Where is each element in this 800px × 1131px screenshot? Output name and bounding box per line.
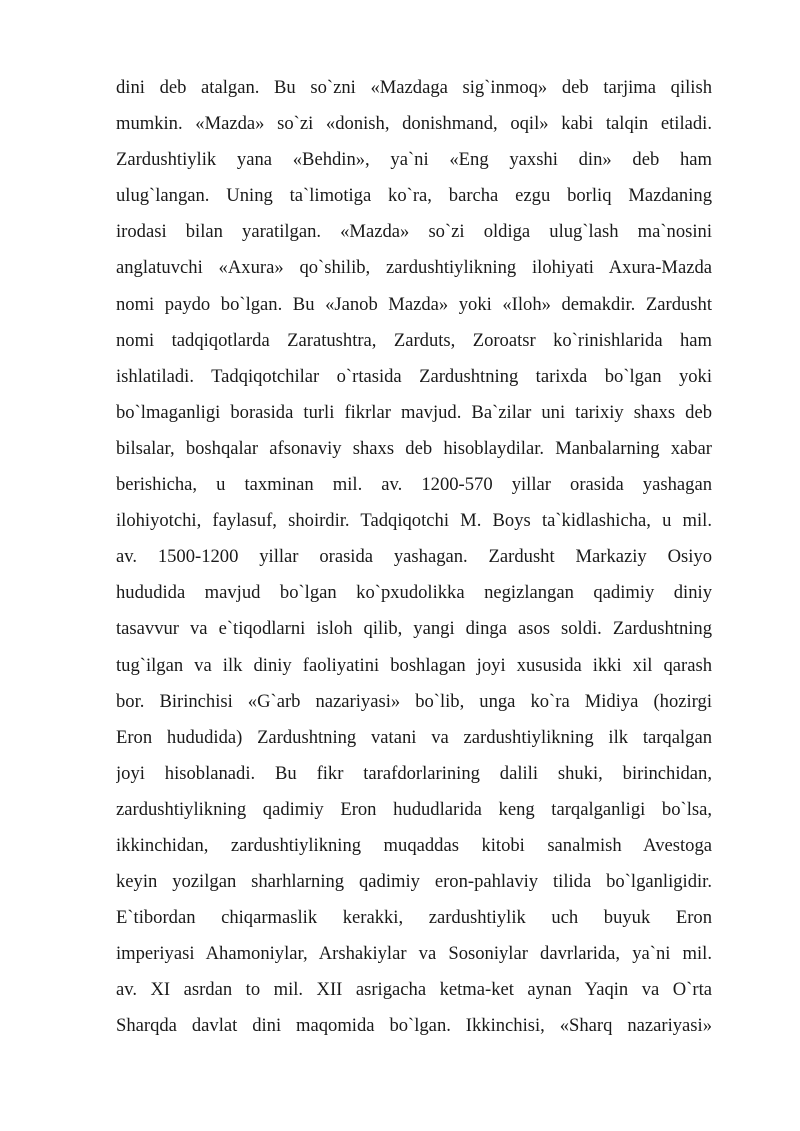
text-line: hududida mavjud bo`lgan ko`pxudolikka negizlangan qadimiy diniy bbox=[116, 582, 712, 604]
text-line: Sharqda davlat dini maqomida bo`lgan. Ikkinchisi, «Sharq nazariyasi» bbox=[116, 1015, 712, 1037]
text-line: bo`lmaganligi borasida turli fikrlar mavjud. Ba`zilar uni tarixiy shaxs deb bbox=[116, 401, 712, 423]
text-line: ilohiyotchi, faylasuf, shoirdir. Tadqiqotchi M. Boys ta`kidlashicha, u mil. bbox=[116, 510, 712, 532]
text-line: nomi tadqiqotlarda Zaratushtra, Zarduts, Zoroatsr ko`rinishlarida ham bbox=[116, 329, 712, 351]
text-line: Zardushtiylik yana «Behdin», ya`ni «Eng yaxshi din» deb ham bbox=[116, 149, 712, 171]
text-line: keyin yozilgan sharhlarning qadimiy eron-pahlaviy tilida bo`lganligidir. bbox=[116, 871, 712, 893]
text-line: anglatuvchi «Axura» qo`shilib, zardushtiylikning ilohiyati Axura-Mazda bbox=[116, 257, 712, 279]
text-line: mumkin. «Mazda» so`zi «donish, donishmand, oqil» kabi talqin etiladi. bbox=[116, 113, 712, 135]
text-line: Eron hududida) Zardushtning vatani va zardushtiylikning ilk tarqalgan bbox=[116, 726, 712, 748]
text-line: dini deb atalgan. Bu so`zni «Mazdaga sig`inmoq» deb tarjima qilish bbox=[116, 77, 712, 98]
text-line: imperiyasi Ahamoniylar, Arshakiylar va Sosoniylar davrlarida, ya`ni mil. bbox=[116, 943, 712, 965]
text-line: nomi paydo bo`lgan. Bu «Janob Mazda» yoki «Iloh» demakdir. Zardusht bbox=[116, 293, 712, 315]
text-line: av. XI asrdan to mil. XII asrigacha ketma-ket aynan Yaqin va O`rta bbox=[116, 979, 712, 1001]
text-line: av. 1500-1200 yillar orasida yashagan. Zardusht Markaziy Osiyo bbox=[116, 546, 712, 568]
text-line: zardushtiylikning qadimiy Eron hududlarida keng tarqalganligi bo`lsa, bbox=[116, 798, 712, 820]
text-line: E`tibordan chiqarmaslik kerakki, zardushtiylik uch buyuk Eron bbox=[116, 907, 712, 929]
text-line: tug`ilgan va ilk diniy faoliyatini boshlagan joyi xususida ikki xil qarash bbox=[116, 654, 712, 676]
text-line: tasavvur va e`tiqodlarni isloh qilib, yangi dinga asos soldi. Zardushtning bbox=[116, 618, 712, 640]
text-line: joyi hisoblanadi. Bu fikr tarafdorlarining dalili shuki, birinchidan, bbox=[116, 762, 712, 784]
text-line: bilsalar, boshqalar afsonaviy shaxs deb hisoblaydilar. Manbalarning xabar bbox=[116, 437, 712, 459]
text-line: irodasi bilan yaratilgan. «Mazda» so`zi oldiga ulug`lash ma`nosini bbox=[116, 221, 712, 243]
text-line: ulug`langan. Uning ta`limotiga ko`ra, barcha ezgu borliq Mazdaning bbox=[116, 185, 712, 207]
text-line: ikkinchidan, zardushtiylikning muqaddas kitobi sanalmish Avestoga bbox=[116, 834, 712, 856]
text-line: bor. Birinchisi «G`arb nazariyasi» bo`lib, unga ko`ra Midiya (hozirgi bbox=[116, 690, 712, 712]
document-page bbox=[116, 70, 712, 1045]
text-line: ishlatiladi. Tadqiqotchilar o`rtasida Zardushtning tarixda bo`lgan yoki bbox=[116, 365, 712, 387]
text-line: berishicha, u taxminan mil. av. 1200-570 yillar orasida yashagan bbox=[116, 474, 712, 496]
